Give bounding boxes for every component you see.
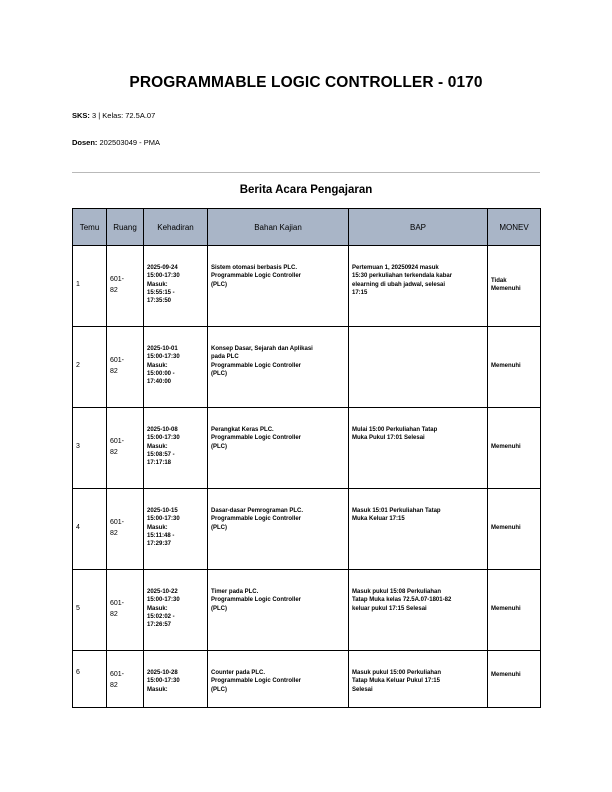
cell-line: 15:00-17:30 xyxy=(147,516,180,523)
cell-line: 82 xyxy=(110,682,118,689)
cell-line: Programmable Logic Controller xyxy=(211,273,302,280)
temu-cell xyxy=(73,489,107,570)
bap-cell xyxy=(349,651,488,708)
cell-line: Programmable Logic Controller xyxy=(211,516,302,523)
temu-cell xyxy=(73,246,107,327)
cell-line: 15:02:02 - xyxy=(147,613,175,620)
cell-line: keluar pukul 17:15 Selesai xyxy=(352,605,427,612)
cell-line: 15:00-17:30 xyxy=(147,354,180,361)
cell-line: 82 xyxy=(110,287,118,294)
cell-line: Masuk: xyxy=(147,362,168,369)
cell-line: 17:29:37 xyxy=(147,541,172,548)
cell-line: Sistem otomasi berbasis PLC. xyxy=(211,265,298,271)
bahan-kajian-cell xyxy=(208,489,349,570)
bahan-kajian-cell xyxy=(208,327,349,408)
cell-line: pada PLC xyxy=(211,354,239,361)
cell-line: Memenuhi xyxy=(491,605,521,612)
kehadiran-cell xyxy=(144,327,208,408)
cell-line: Masuk: xyxy=(147,524,168,531)
cell-line: 17:35:50 xyxy=(147,298,172,305)
temu-cell xyxy=(73,327,107,408)
cell-line: Counter pada PLC. xyxy=(211,670,266,676)
header-kehadiran: Kehadiran xyxy=(144,209,208,246)
monev-cell xyxy=(488,408,541,489)
teaching-record-table xyxy=(72,208,541,708)
cell-line: Masuk: xyxy=(147,605,168,612)
cell-line: (PLC) xyxy=(211,524,227,531)
cell-line: 601- xyxy=(110,519,125,526)
cell-line: 2025-10-22 xyxy=(147,589,178,595)
header-bap: BAP xyxy=(349,209,488,246)
cell-line: (PLC) xyxy=(211,605,227,612)
cell-line: Muka Pukul 17:01 Selesai xyxy=(352,435,425,442)
cell-line: Tatap Muka kelas 72.5A.07-1801-82 xyxy=(352,597,452,604)
bap-cell xyxy=(349,327,488,408)
cell-line: (PLC) xyxy=(211,443,227,450)
ruang-cell xyxy=(107,408,144,489)
cell-line: Programmable Logic Controller xyxy=(211,678,302,685)
ruang-cell xyxy=(107,489,144,570)
dosen-label: Dosen: xyxy=(72,138,98,147)
cell-line: 17:15 xyxy=(352,289,368,296)
cell-line: 2025-09-24 xyxy=(147,265,178,271)
cell-line: 82 xyxy=(110,449,118,456)
cell-line: Memenuhi xyxy=(491,672,521,678)
temu-cell xyxy=(73,408,107,489)
cell-line: 15:00-17:30 xyxy=(147,435,180,442)
bahan-kajian-cell xyxy=(208,408,349,489)
table-header-row xyxy=(73,209,541,246)
kehadiran-cell xyxy=(144,489,208,570)
cell-line: 15:11:48 - xyxy=(147,532,175,539)
cell-line: 2025-10-28 xyxy=(147,670,178,676)
cell-line: Masuk 15:01 Perkuliahan Tatap xyxy=(352,508,441,514)
cell-line: Masuk: xyxy=(147,686,168,693)
kehadiran-cell xyxy=(144,651,208,708)
cell-line: Masuk: xyxy=(147,281,168,288)
cell-line: 3 xyxy=(76,442,80,450)
bahan-kajian-cell xyxy=(208,570,349,651)
bap-cell xyxy=(349,489,488,570)
header-ruang: Ruang xyxy=(107,209,144,246)
cell-line: (PLC) xyxy=(211,281,227,288)
cell-line: 601- xyxy=(110,600,125,607)
cell-line: Dasar-dasar Pemrograman PLC. xyxy=(211,508,304,514)
kehadiran-cell xyxy=(144,246,208,327)
cell-line: Memenuhi xyxy=(491,443,521,450)
section-title: Berita Acara Pengajaran xyxy=(239,184,373,196)
dosen-value: 202503049 - PMA xyxy=(99,138,160,147)
cell-line: Programmable Logic Controller xyxy=(211,435,302,442)
table-body xyxy=(73,246,541,708)
ruang-cell xyxy=(107,246,144,327)
monev-cell xyxy=(488,327,541,408)
cell-line: Masuk pukul 15:00 Perkuliahan xyxy=(352,670,442,676)
cell-line: Selesai xyxy=(352,686,373,693)
cell-line: 17:40:00 xyxy=(147,379,172,386)
table-row xyxy=(73,651,541,708)
document-title: PROGRAMMABLE LOGIC CONTROLLER - 0170 xyxy=(129,74,483,91)
cell-line: Perangkat Keras PLC. xyxy=(211,427,274,433)
kehadiran-cell xyxy=(144,570,208,651)
ruang-cell xyxy=(107,327,144,408)
cell-line: 82 xyxy=(110,368,118,375)
cell-line: 2025-10-15 xyxy=(147,508,178,514)
bahan-kajian-cell xyxy=(208,246,349,327)
table-row xyxy=(73,489,541,570)
cell-line: 15:00-17:30 xyxy=(147,273,180,280)
course-info xyxy=(72,111,155,120)
cell-line: 15:30 perkuliahan terkendala kabar xyxy=(352,273,453,280)
cell-line: Programmable Logic Controller xyxy=(211,597,302,604)
cell-line: Memenuhi xyxy=(491,524,521,531)
cell-line: 17:26:57 xyxy=(147,622,172,629)
lecturer-info xyxy=(72,138,160,147)
table-row xyxy=(73,408,541,489)
sks-label: SKS: xyxy=(72,111,90,120)
cell-line: 2025-10-01 xyxy=(147,346,178,352)
cell-line: 15:00:00 - xyxy=(147,370,175,377)
cell-line: 4 xyxy=(76,523,80,531)
cell-line: 601- xyxy=(110,438,125,445)
ruang-cell xyxy=(107,651,144,708)
bap-cell xyxy=(349,246,488,327)
temu-cell xyxy=(73,651,107,708)
cell-line: 601- xyxy=(110,671,125,678)
monev-cell xyxy=(488,651,541,708)
header-bahan-kajian: Bahan Kajian xyxy=(208,209,349,246)
divider xyxy=(72,172,540,173)
kehadiran-cell xyxy=(144,408,208,489)
cell-line: 6 xyxy=(76,669,80,676)
cell-line: Konsep Dasar, Sejarah dan Aplikasi xyxy=(211,346,313,352)
cell-line: elearning di ubah jadwal, selesai xyxy=(352,281,446,288)
ruang-cell xyxy=(107,570,144,651)
bap-cell xyxy=(349,408,488,489)
monev-cell xyxy=(488,489,541,570)
bahan-kajian-cell xyxy=(208,651,349,708)
table-row xyxy=(73,246,541,327)
table-row xyxy=(73,570,541,651)
temu-cell xyxy=(73,570,107,651)
cell-line: 2025-10-08 xyxy=(147,427,178,433)
monev-cell xyxy=(488,570,541,651)
cell-line: 2 xyxy=(76,361,80,369)
cell-line: 15:55:15 - xyxy=(147,289,175,296)
cell-line: 601- xyxy=(110,357,125,364)
cell-line: 82 xyxy=(110,530,118,537)
cell-line: 1 xyxy=(76,280,80,288)
cell-line: 5 xyxy=(76,604,80,612)
header-monev: MONEV xyxy=(488,209,541,246)
header-temu: Temu xyxy=(73,209,107,246)
cell-line: 17:17:18 xyxy=(147,460,172,467)
cell-line: 15:00-17:30 xyxy=(147,678,180,685)
cell-line: Tatap Muka Keluar Pukul 17:15 xyxy=(352,678,440,685)
cell-line: Tidak xyxy=(491,277,507,284)
cell-line: (PLC) xyxy=(211,370,227,377)
cell-line: Mulai 15:00 Perkuliahan Tatap xyxy=(352,427,438,433)
cell-line: Masuk pukul 15:08 Perkuliahan xyxy=(352,589,442,595)
cell-line: Pertemuan 1, 20250924 masuk xyxy=(352,265,439,271)
cell-line: Memenuhi xyxy=(491,286,521,292)
sks-value: 3 | Kelas: 72.5A.07 xyxy=(92,111,156,120)
cell-line: 15:00-17:30 xyxy=(147,597,180,604)
cell-line: Muka Keluar 17:15 xyxy=(352,516,405,523)
table-row xyxy=(73,327,541,408)
cell-line: Masuk: xyxy=(147,443,168,450)
cell-line: Programmable Logic Controller xyxy=(211,362,302,369)
monev-cell xyxy=(488,246,541,327)
cell-line: 15:08:57 - xyxy=(147,451,175,458)
cell-line: (PLC) xyxy=(211,686,227,693)
cell-line: Memenuhi xyxy=(491,362,521,369)
cell-line: 601- xyxy=(110,276,125,283)
cell-line: Timer pada PLC. xyxy=(211,589,259,595)
bap-cell xyxy=(349,570,488,651)
cell-line: 82 xyxy=(110,611,118,618)
